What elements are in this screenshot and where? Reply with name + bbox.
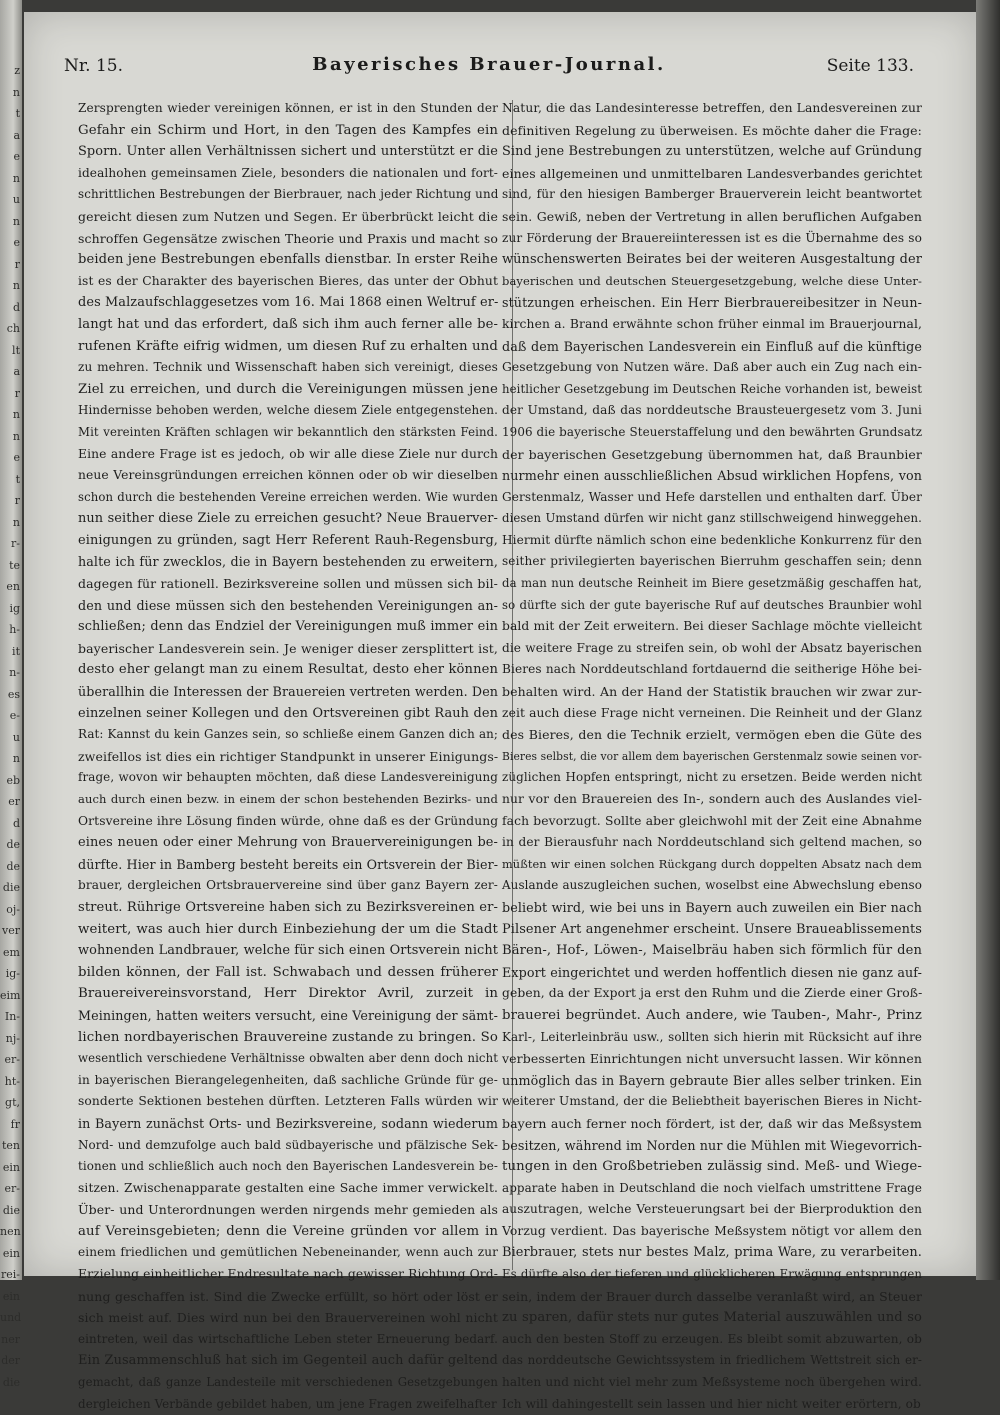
text-line: Nord- und demzufolge auch bald südbayerische und pfälzische Sek- [78,1137,498,1152]
text-line: Sporn. Unter allen Verhältnissen sichert und unterstützt er die [78,144,498,160]
text-line: der bayerischen Gesetzgebung übernommen hat, daß Braunbier [502,446,922,462]
fragment-line: ner [1,1332,20,1346]
text-line: brauerei begründet. Auch andere, wie Tauben-, Mahr-, Prinz [502,1007,922,1023]
fragment-line: ein [2,1246,20,1260]
text-line: müßten wir einen solchen Rückgang durch doppelten Absatz nach dem [502,857,922,871]
fragment-line: h- [9,623,20,636]
fragment-line: r [14,386,20,400]
text-line: sich meist auf. Dies wird nun bei den Brauervereinen wohl nicht [78,1310,498,1326]
text-line: diesen Umstand dürfen wir nicht ganz stillschweigend hinweggehen. [502,511,922,526]
text-line: daß dem Bayerischen Landesverein ein Einfluß auf die künftige [502,338,922,354]
fragment-line: te [9,558,20,572]
text-line: nung geschaffen ist. Sind die Zwecke erfüllt, so hört oder löst er [78,1288,498,1304]
text-line: Bieres selbst, die vor allem dem bayerischen Gerstenmalz sowie seinen vor- [502,749,922,763]
text-line: zu mehren. Technik und Wissenschaft haben sich vereinigt, dieses [78,360,498,375]
text-line: einem friedlichen und gemütlichen Nebeneinander, wenn auch zur [78,1245,498,1260]
text-line: seither privilegierten bayerischen Bierruhm geschaffen sein; denn [502,554,922,569]
text-line: der Umstand, daß das norddeutsche Brausteuergesetz vom 3. Juni [502,403,922,418]
text-line: Brauereivereinsvorstand, Herr Direktor Avril, zurzeit in [78,986,498,1002]
fragment-line: a [13,128,20,142]
fragment-line: er- [4,1053,20,1066]
text-line: dürfte. Hier in Bamberg besteht bereits ein Ortsverein der Bier- [78,856,499,872]
text-line: in Bayern zunächst Orts- und Bezirksvereine, sodann wiederum [78,1115,498,1131]
text-line: schrittlichen Bestrebungen der Bierbrauer, nach jeder Richtung und [78,187,499,202]
text-line: halte ich für zwecklos, die in Bayern bestehenden zu erweitern, [78,554,498,570]
text-line: lichen nordbayerischen Brauvereine zustande zu bringen. So [78,1029,498,1045]
text-line: nurmehr einen ausschließlichen Absud wirklichen Hopfens, von [502,468,922,484]
text-line: Gerstenmalz, Wasser und Hefe darstellen und enthalten darf. Über [502,489,922,504]
fragment-line: e [13,150,20,163]
text-line: eines neuen oder einer Mehrung von Brauervereinigungen be- [78,835,498,851]
text-line: Bierbrauer, stets nur bestes Malz, prima Ware, zu verarbeiten. [502,1245,922,1261]
text-line: kirchen a. Brand erwähnte schon früher einmal im Brauerjournal, [502,316,922,331]
page-number: Seite 133. [826,56,914,76]
text-line: Zersprengten wieder vereinigen können, er ist in den Stunden der [78,101,498,115]
issue-number: Nr. 15. [64,56,123,76]
text-line: neue Vereinsgründungen erreichen können oder ob wir dieselben [78,468,498,483]
right-column [502,98,922,1415]
text-line: Bieres nach Norddeutschland fortdauernd die seitherige Höhe bei- [502,662,922,677]
fragment-line: der [1,1354,20,1367]
text-line: züglichen Hopfen entspringt, nicht zu ersetzen. Beide werden nicht [502,770,922,785]
text-line: Es dürfte also der tieferen und glücklicheren Erwägung entsprungen [502,1267,922,1282]
fragment-line: d [12,300,20,314]
left-column [78,98,498,1415]
text-line: bayern auch ferner noch fördert, ist der, daß wir das Meßsystem [502,1115,922,1131]
text-line: zur Förderung der Brauereiinteressen ist es die Übernahme des so [502,230,922,245]
fragment-line: eb [6,773,20,787]
fragment-line: eim [0,988,21,1002]
fragment-line: lt [12,343,20,357]
text-line: gemacht, daß ganze Landesteile mit verschiedenen Gesetzgebungen [78,1375,498,1390]
fragment-line: u [12,193,20,206]
text-line: beiden jene Bestrebungen ebenfalls dienstbar. In erster Reihe [78,252,498,268]
text-line: Gesetzgebung von Nutzen wäre. Daß aber auch ein Zug nach ein- [502,360,922,375]
text-line: auszutragen, welche Versteuerungsart bei der Bierproduktion den [502,1202,922,1217]
text-line: nun seither diese Ziele zu erreichen gesucht? Neue Brauerver- [78,511,498,527]
fragment-line: ein [2,1160,20,1174]
text-line: behalten wird. An der Hand der Statistik brauchen wir zwar zur- [502,684,922,700]
text-line: fach bevorzugt. Sollte aber gleichwohl mit der Zeit eine Abnahme [502,813,922,828]
text-line: einigungen zu gründen, sagt Herr Referent Rauh-Regensburg, [78,532,498,548]
text-line: die weitere Frage zu streifen sein, ob wohl der Absatz bayerischen [502,640,922,655]
fragment-line: die [2,881,20,894]
text-line: brauer, dergleichen Ortsbrauervereine sind über ganz Bayern zer- [78,878,498,893]
text-line: eintreten, weil das wirtschaftliche Leben steter Erneuerung bedarf. [78,1331,498,1346]
text-line: bayerischen und deutschen Steuergesetzgebung, welche diese Unter- [502,273,922,288]
journal-title: Bayerisches Brauer-Journal. [312,54,666,75]
text-line: apparate haben in Deutschland die noch vielfach umstrittene Frage [502,1180,922,1195]
fragment-line: ig- [5,967,20,980]
text-line: Export eingerichtet und werden hoffentlich diesen nie ganz auf- [502,964,922,980]
text-line: gereicht diesen zum Nutzen und Segen. Er überbrückt leicht die [78,208,498,224]
text-line: Erzielung einheitlicher Endresultate nach gewisser Richtung Ord- [78,1267,498,1282]
text-line: tungen in den Großbetrieben zulässig sind. Meß- und Wiege- [502,1159,922,1175]
text-line: wünschenswerten Beirates bei der weiteren Ausgestaltung der [502,252,922,268]
text-line: stützungen erheischen. Ein Herr Bierbrauereibesitzer in Neun- [502,295,922,311]
text-line: Ein Zusammenschluß hat sich im Gegenteil auch dafür geltend [78,1353,498,1369]
text-line: zeit auch diese Frage nicht verneinen. Die Reinheit und der Glanz [502,705,922,720]
text-line: Vorzug verdient. Das bayerische Meßsystem nötigt vor allem den [502,1223,922,1238]
fragment-line: e [13,236,20,249]
text-line: Bären-, Hof-, Löwen-, Maiselbräu haben sich förmlich für den [502,943,922,959]
fragment-line: en [6,580,20,593]
text-line: Rat: Kannst du kein Ganzes sein, so schließe einem Ganzen dich an; [78,727,498,742]
fragment-line: die [2,1375,20,1389]
fragment-line: es [7,687,20,701]
fragment-line: a [13,365,20,378]
text-line: wohnenden Landbrauer, welche für sich einen Ortsverein nicht [78,943,499,959]
text-line: Meiningen, hatten weiters versucht, eine Vereinigung der sämt- [78,1007,498,1023]
adjacent-page-text [0,60,22,1393]
text-line: 1906 die bayerische Steuerstaffelung und den bewährten Grundsatz [502,424,923,439]
fragment-line: In- [4,1010,20,1023]
fragment-line: de [6,859,20,873]
fragment-line: n [12,171,20,185]
text-line: schließen; denn das Endziel der Vereinigungen muß immer ein [78,619,498,635]
text-line: auf Vereinsgebieten; denn die Vereine gründen vor allem in [78,1223,498,1239]
fragment-line: t [15,107,20,120]
fragment-line: t [15,472,20,486]
fragment-line: n [12,429,20,443]
fragment-line: e- [9,709,20,722]
fragment-line: de [6,838,20,851]
journal-page [24,12,976,1411]
adjacent-page-edge [0,0,22,1389]
fragment-line: ver [2,924,20,937]
text-line: Mit vereinten Kräften schlagen wir bekanntlich den stärksten Feind. [78,424,498,439]
text-line: heitlicher Gesetzgebung im Deutschen Reiche vorhanden ist, beweist [502,381,922,396]
text-line: das norddeutsche Gewichtssystem in friedlichem Wettstreit sich er- [502,1353,922,1368]
text-line: Pilsener Art angenehmer erscheint. Unsere Braueablissements [502,921,922,937]
text-line: weiterer Umstand, der die Beliebtheit bayerischen Bieres in Nicht- [502,1094,922,1109]
fragment-line: n [12,214,20,228]
fragment-line: ig [9,601,20,615]
fragment-line: fr [10,1117,20,1131]
text-line: definitiven Regelung zu überweisen. Es möchte daher die Frage: [502,122,922,138]
text-line: ist es der Charakter des bayerischen Bieres, das unter der Obhut [78,273,498,288]
text-line: den und diese müssen sich den bestehenden Vereinigungen an- [78,597,498,613]
text-line: einzelnen seiner Kollegen und den Ortsvereinen gibt Rauh den [78,705,498,721]
fragment-line: r [14,494,20,507]
fragment-line: nj- [5,1031,20,1045]
text-line: des Bieres, den die Technik erzielt, vermögen eben die Güte des [502,727,922,743]
fragment-line: nen [0,1225,21,1238]
text-line: dergleichen Verbände gebildet haben, um jene Fragen zweifelhafter [78,1396,497,1411]
fragment-line: rei- [0,1268,20,1281]
text-line: sein, indem der Brauer durch dasselbe veranlaßt wird, an Steuer [502,1288,923,1304]
fragment-line: n [12,279,20,292]
page-shadow-edge [976,0,1000,1280]
text-line: schon durch die bestehenden Vereine erreichen werden. Wie wurden [78,489,498,504]
fragment-line: r [14,257,20,271]
text-line: beliebt wird, wie bei uns in Bayern auch zuweilen ein Bier nach [502,899,922,915]
text-line: Über- und Unterordnungen werden nirgends mehr gemieden als [78,1202,498,1218]
text-line: schroffen Gegensätze zwischen Theorie und Praxis und macht so [78,230,498,246]
fragment-line: z [14,64,20,77]
fragment-line: u [12,730,20,744]
text-line: sein. Gewiß, neben der Vertretung in allen beruflichen Aufgaben [502,208,922,224]
text-line: unmöglich das in Bayern gebraute Bier alles selber trinken. Ein [502,1072,922,1088]
text-line: in bayerischen Bierangelegenheiten, daß sachliche Gründe für ge- [78,1072,498,1087]
fragment-line: und [0,1311,22,1324]
text-line: bald mit der Zeit erweitern. Bei dieser Sachlage möchte vielleicht [502,619,922,634]
text-line: desto eher gelangt man zu einem Resultat, desto eher können [78,662,498,678]
text-line: Sind jene Bestrebungen zu unterstützen, welche auf Gründung [502,144,922,160]
text-line: Auslande auszugleichen suchen, woselbst eine Abwechslung ebenso [502,878,922,893]
text-line: sitzen. Zwischenapparate gestalten eine Sache immer verwickelt. [78,1180,498,1195]
text-line: des Malzaufschlaggesetzes vom 16. Mai 1868 einen Weltruf er- [78,295,499,311]
text-line: sind, für den hiesigen Bamberger Brauerverein leicht beantwortet [502,187,922,202]
text-line: frage, wovon wir behaupten möchten, daß diese Landesvereinigung [78,770,498,785]
fragment-line: d [12,816,20,830]
fragment-line: gt, [5,1096,20,1109]
text-line: besitzen, während im Norden nur die Mühlen mit Wiegevorrich- [502,1137,923,1153]
fragment-line: oj- [6,902,20,916]
text-line: Hindernisse behoben werden, welche diesem Ziele entgegenstehen. [78,403,498,418]
fragment-line: e [13,451,20,464]
fragment-line: n [12,515,20,529]
text-line: überallhin die Interessen der Brauereien vertreten werden. Den [78,684,499,700]
fragment-line: r- [11,537,20,550]
text-line: Hiermit dürfte nämlich schon eine bedenkliche Konkurrenz für den [502,532,922,547]
text-line: streut. Rührige Ortsvereine haben sich zu Bezirksvereinen er- [78,899,498,915]
text-line: in der Bierausfuhr nach Norddeutschland sich geltend machen, so [502,835,922,850]
text-line: zweifellos ist dies ein richtiger Standpunkt in unserer Einigungs- [78,748,499,764]
text-line: idealhohen gemeinsamen Ziele, besonders die nationalen und fort- [78,165,498,180]
text-line: bilden können, der Fall ist. Schwabach und dessen früherer [78,964,498,980]
text-line: langt hat und das erfordert, daß sich ihm auch ferner alle be- [78,316,498,332]
fragment-line: n [12,752,20,765]
fragment-line: ten [1,1139,20,1152]
text-line: Ziel zu erreichen, und durch die Vereinigungen müssen jene [78,381,498,397]
fragment-line: die [2,1203,20,1217]
text-line: wesentlich verschiedene Verhältnisse obwalten aber denn doch nicht [78,1051,498,1066]
text-line: sonderte Sektionen bestehen dürften. Letzteren Falls würden wir [78,1094,498,1109]
text-line: auch durch einen bezw. in einem der schon bestehenden Bezirks- und [78,792,498,806]
page-header [64,50,914,88]
text-line: auch den besten Stoff zu erzeugen. Es bleibt somit abzuwarten, ob [502,1331,922,1346]
text-line: Natur, die das Landesinteresse betreffen, den Landesvereinen zur [502,101,922,115]
text-line: so dürfte sich der gute bayerische Ruf auf deutsches Braunbier wohl [502,597,922,612]
fragment-line: n- [9,666,20,679]
text-line: Ortsvereine ihre Lösung finden würde, ohne daß es der Gründung [78,813,499,828]
text-line: weitert, was auch hier durch Einbeziehung der um die Stadt [78,921,498,937]
fragment-line: em [3,945,20,959]
fragment-line: ein [2,1289,20,1303]
text-line: bayerischer Landesverein sein. Je weniger dieser zersplittert ist, [78,640,498,656]
fragment-line: n [12,408,20,421]
text-line: geben, da der Export ja erst den Ruhm und die Zierde einer Groß- [502,986,923,1001]
text-line: rufenen Kräfte eifrig widmen, um diesen Ruf zu erhalten und [78,338,498,354]
text-line: Eine andere Frage ist es jedoch, ob wir alle diese Ziele nur durch [78,446,498,461]
fragment-line: ch [6,322,20,335]
text-line: tionen und schließlich auch noch den Bayerischen Landesverein be- [78,1159,498,1174]
text-line: verbesserten Einrichtungen nicht unversucht lassen. Wir können [502,1051,922,1067]
fragment-line: it [12,644,20,658]
text-line: da man nun deutsche Reinheit im Biere gesetzmäßig geschaffen hat, [502,576,922,591]
text-line: Karl-, Leiterleinbräu usw., sollten sich hierin mit Rücksicht auf ihre [502,1029,922,1044]
text-line: nur vor den Brauereien des In-, sondern auch des Auslandes viel- [502,792,922,806]
text-line: Gefahr ein Schirm und Hort, in den Tagen des Kampfes ein [78,122,498,138]
text-line: zu sparen, dafür stets nur gutes Material auszuwählen und so [502,1310,922,1326]
fragment-line: n [12,85,20,99]
fragment-line: er- [4,1182,20,1195]
text-line: halten und nicht viel mehr zum Meßsysteme noch übergehen wird. [502,1375,922,1390]
text-line: dagegen für rationell. Bezirksvereine sollen und müssen sich bil- [78,576,498,592]
fragment-line: ht- [4,1074,20,1088]
text-line: Ich will dahingestellt sein lassen und hier nicht weiter erörtern, ob [502,1396,921,1411]
fragment-line: er [8,795,20,808]
text-line: eines allgemeinen und unmittelbaren Landesverbandes gerichtet [502,165,923,181]
